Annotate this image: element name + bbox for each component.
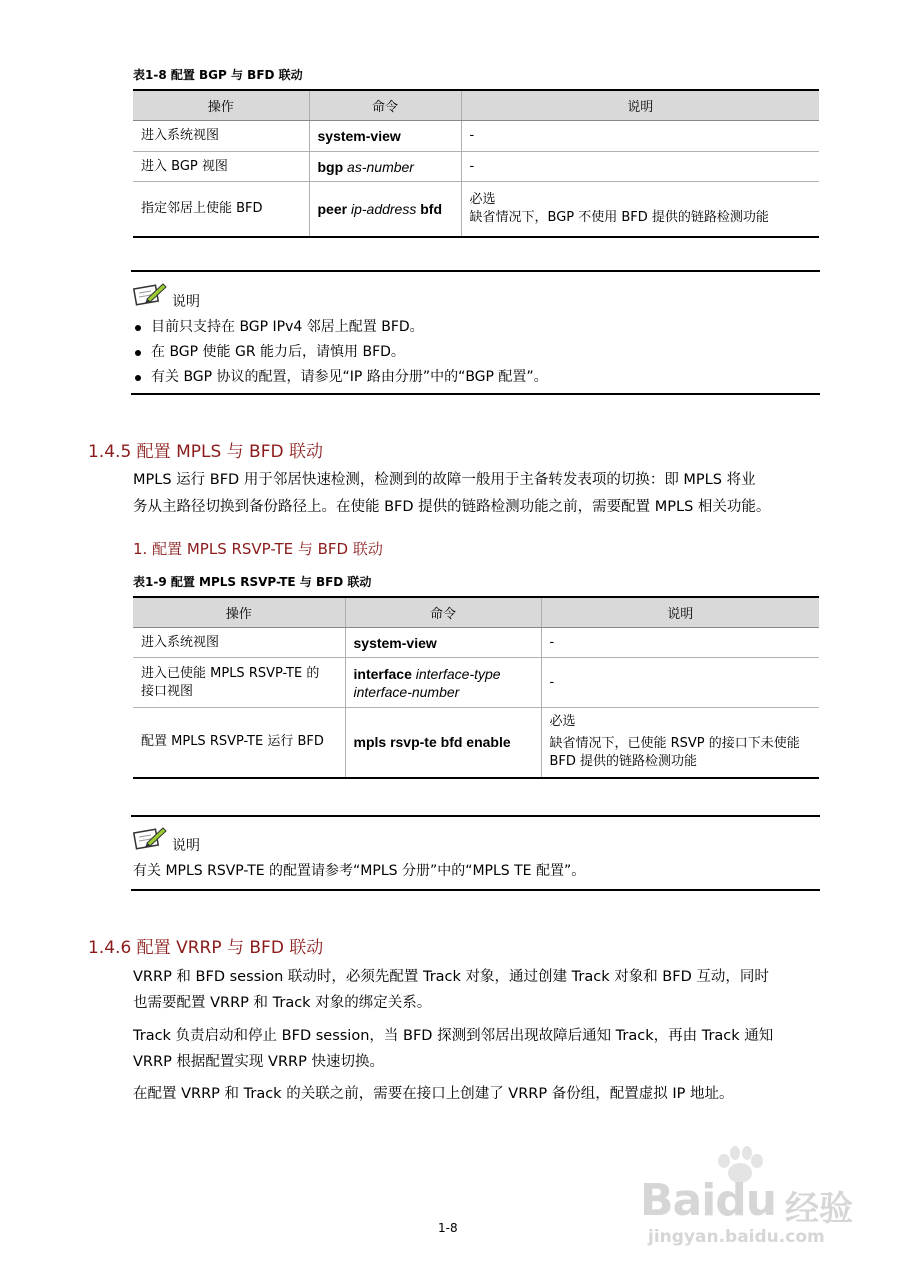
cell-command: system-view	[345, 628, 541, 658]
cell-operation: 指定邻居上使能 BFD	[133, 182, 309, 237]
cell-operation: 进入已使能 MPLS RSVP-TE 的 接口视图	[133, 658, 345, 708]
paragraph-line: 务从主路径切换到备份路径上。在使能 BFD 提供的链路检测功能之前，需要配置 MPLS 相关功能。	[133, 499, 771, 515]
desc-required: 必选	[469, 191, 496, 207]
paragraph-line: Track 负责启动和停止 BFD session，当 BFD 探测到邻居出现故障后通知 Track，再由 Track 通知	[133, 1028, 774, 1044]
table-caption: 表1-8 配置 BGP 与 BFD 联动	[133, 68, 303, 82]
cell-command: peer ip-address bfd	[309, 182, 461, 237]
cell-description: -	[541, 658, 819, 708]
paragraph-line: MPLS 运行 BFD 用于邻居快速检测，检测到的故障一般用于主备转发表项的切换：即 MPLS 将业	[133, 472, 756, 488]
cell-command: mpls rsvp-te bfd enable	[345, 708, 541, 778]
watermark-cn: 经验	[785, 1189, 853, 1229]
desc-required: 必选	[549, 714, 576, 730]
cell-command: bgp as-number	[309, 152, 461, 182]
header-command: 命令	[345, 597, 541, 628]
header-description: 说明	[461, 90, 819, 121]
note-pencil-icon	[133, 281, 167, 311]
note-list	[133, 315, 548, 390]
note-title: 说明	[172, 838, 200, 854]
table-row	[133, 152, 819, 182]
cell-description: -	[461, 121, 819, 152]
header-operation: 操作	[133, 90, 309, 121]
cell-operation: 进入 BGP 视图	[133, 152, 309, 182]
paragraph-line: VRRP 根据配置实现 VRRP 快速切换。	[133, 1054, 384, 1070]
note-text: 有关 MPLS RSVP-TE 的配置请参考“MPLS 分册”中的“MPLS TE 配置”。	[133, 863, 586, 879]
watermark-url: jingyan.baidu.com	[648, 1227, 825, 1247]
cell-command: system-view	[309, 121, 461, 152]
baidu-watermark	[640, 1145, 860, 1255]
watermark-brand: Baidu	[640, 1175, 777, 1226]
note-pencil-icon	[133, 825, 167, 855]
table-row	[133, 708, 819, 778]
table-row	[133, 658, 819, 708]
cell-description: -	[461, 152, 819, 182]
table-row	[133, 121, 819, 152]
cell-operation: 进入系统视图	[133, 121, 309, 152]
table-row	[133, 628, 819, 658]
header-operation: 操作	[133, 597, 345, 628]
note-top-rule	[131, 815, 820, 817]
table-mpls-bfd	[133, 596, 819, 779]
cell-description	[541, 708, 819, 778]
table-caption: 表1-9 配置 MPLS RSVP-TE 与 BFD 联动	[133, 575, 372, 589]
paragraph-line: 在配置 VRRP 和 Track 的关联之前，需要在接口上创建了 VRRP 备份组，配置虚拟 IP 地址。	[133, 1086, 734, 1102]
subsection-title: 1. 配置 MPLS RSVP-TE 与 BFD 联动	[133, 540, 383, 558]
list-item: 有关 BGP 协议的配置，请参见“IP 路由分册”中的“BGP 配置”。	[133, 365, 548, 390]
cell-description: -	[541, 628, 819, 658]
section-title-1-4-6: 1.4.6 配置 VRRP 与 BFD 联动	[88, 938, 324, 958]
desc-default: 缺省情况下，已使能 RSVP 的接口下未使能	[549, 736, 800, 752]
note-top-rule	[131, 270, 820, 272]
cell-description	[461, 182, 819, 237]
table-bgp-bfd	[133, 89, 819, 238]
note-title: 说明	[172, 294, 200, 310]
header-description: 说明	[541, 597, 819, 628]
note-bottom-rule	[131, 889, 820, 891]
note-bottom-rule	[131, 393, 820, 395]
list-item: 目前只支持在 BGP IPv4 邻居上配置 BFD。	[133, 315, 548, 340]
cell-command: interface interface-type interface-number	[345, 658, 541, 708]
desc-default: 缺省情况下，BGP 不使用 BFD 提供的链路检测功能	[469, 209, 769, 225]
desc-default: BFD 提供的链路检测功能	[549, 754, 698, 770]
section-title-1-4-5: 1.4.5 配置 MPLS 与 BFD 联动	[88, 442, 323, 462]
table-row	[133, 182, 819, 237]
list-item: 在 BGP 使能 GR 能力后，请慎用 BFD。	[133, 340, 548, 365]
paragraph-line: 也需要配置 VRRP 和 Track 对象的绑定关系。	[133, 995, 432, 1011]
cell-operation: 进入系统视图	[133, 628, 345, 658]
paragraph-line: VRRP 和 BFD session 联动时，必须先配置 Track 对象，通过创建 Track 对象和 BFD 互动，同时	[133, 969, 769, 985]
header-command: 命令	[309, 90, 461, 121]
page-number: 1-8	[438, 1221, 458, 1235]
cell-operation: 配置 MPLS RSVP-TE 运行 BFD	[133, 708, 345, 778]
